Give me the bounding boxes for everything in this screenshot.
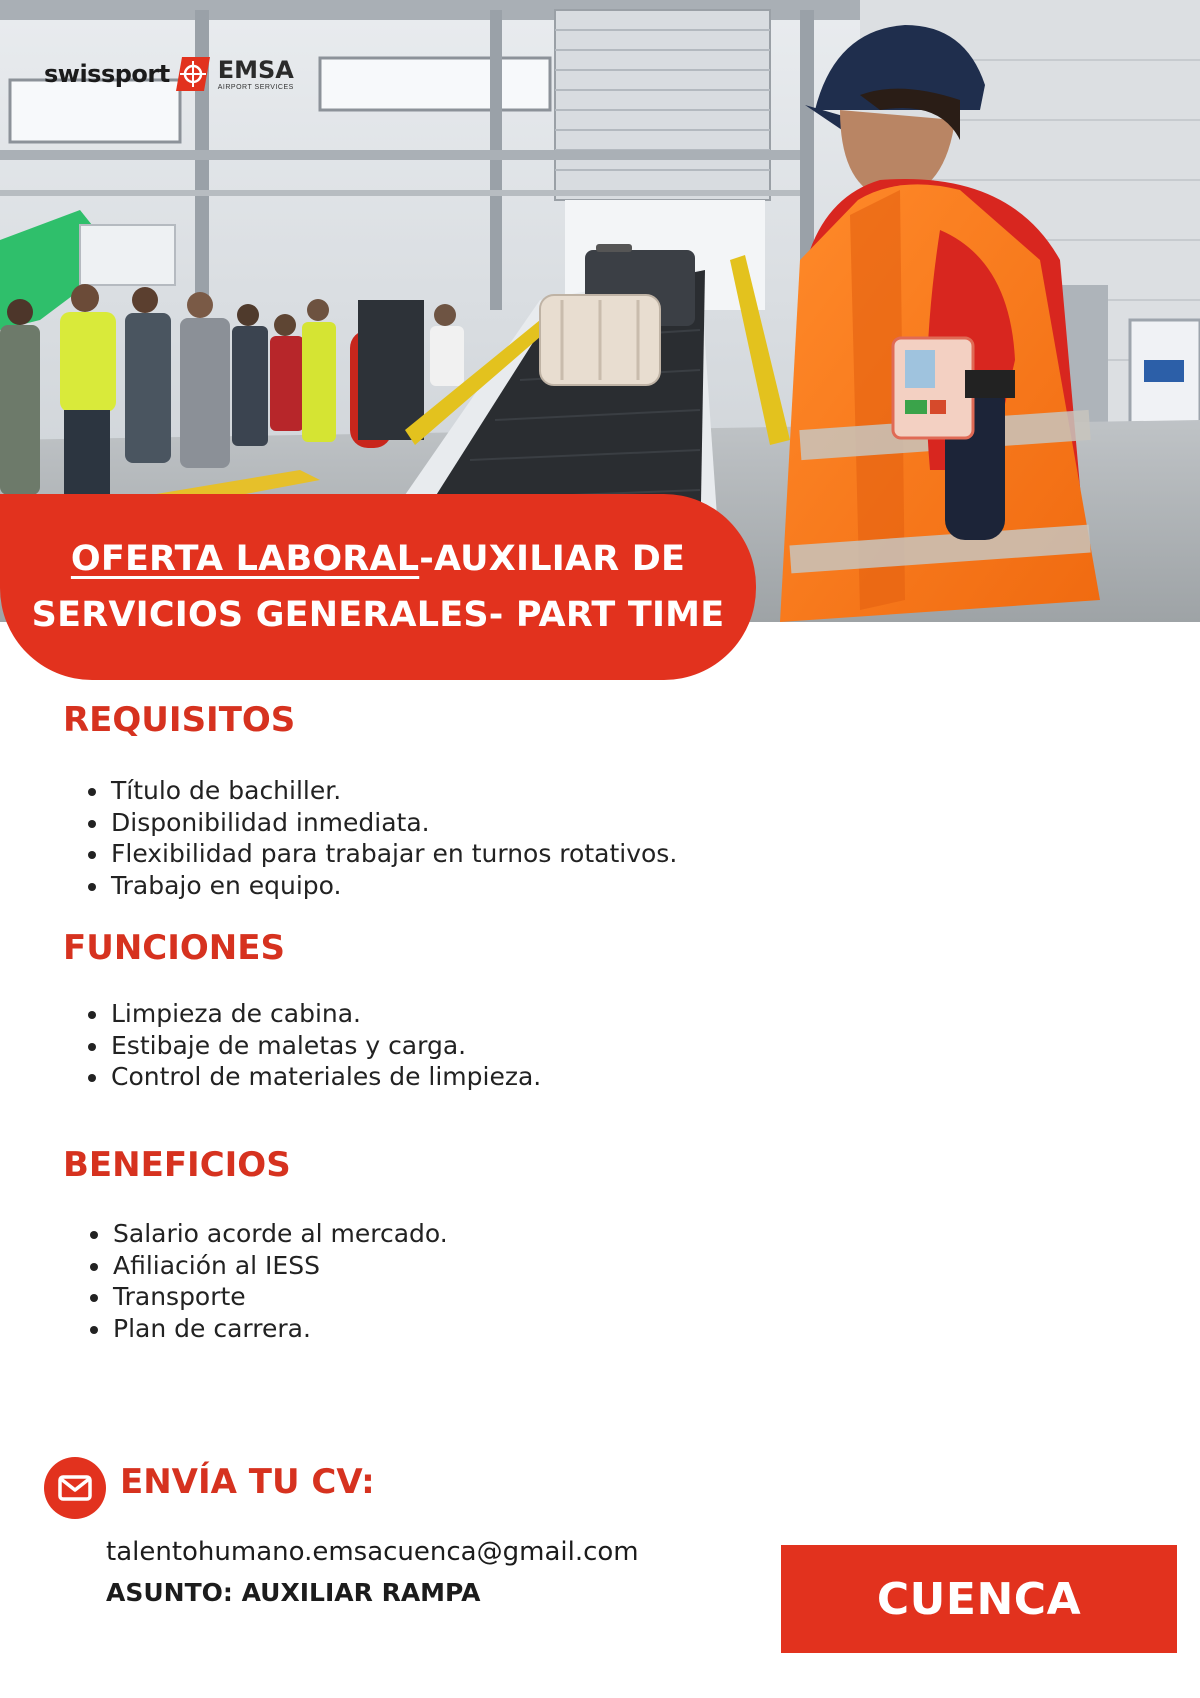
list-item: Limpieza de cabina. bbox=[84, 998, 541, 1030]
beneficios-heading: BENEFICIOS bbox=[63, 1145, 291, 1185]
logo-emsa bbox=[217, 55, 294, 91]
banner-line-1 bbox=[71, 531, 685, 587]
logo-emsa-subtitle: AIRPORT SERVICES bbox=[217, 83, 294, 91]
logo-swissport-text: swissport bbox=[44, 60, 170, 88]
requisitos-heading: REQUISITOS bbox=[63, 700, 296, 740]
mail-icon bbox=[44, 1457, 106, 1519]
list-item: Salario acorde al mercado. bbox=[86, 1218, 448, 1250]
city-label: CUENCA bbox=[781, 1545, 1177, 1653]
logo-emsa-text: EMSA bbox=[217, 55, 294, 84]
title-banner bbox=[0, 494, 756, 680]
funciones-list bbox=[84, 998, 541, 1093]
list-item: Control de materiales de limpieza. bbox=[84, 1061, 541, 1093]
banner-line-1-rest: -AUXILIAR DE bbox=[419, 539, 686, 579]
swissport-emblem-icon bbox=[174, 55, 212, 93]
list-item: Plan de carrera. bbox=[86, 1313, 448, 1345]
list-item: Flexibilidad para trabajar en turnos rotativos. bbox=[84, 838, 677, 870]
list-item: Afiliación al IESS bbox=[86, 1250, 448, 1282]
list-item: Estibaje de maletas y carga. bbox=[84, 1030, 541, 1062]
list-item: Transporte bbox=[86, 1281, 448, 1313]
funciones-heading: FUNCIONES bbox=[63, 928, 285, 968]
send-cv-heading: ENVÍA TU CV: bbox=[120, 1462, 375, 1502]
banner-line-2: SERVICIOS GENERALES- PART TIME bbox=[31, 595, 725, 635]
banner-underlined-text: OFERTA LABORAL bbox=[70, 539, 420, 579]
company-logo bbox=[44, 52, 294, 96]
list-item: Disponibilidad inmediata. bbox=[84, 807, 677, 839]
list-item: Título de bachiller. bbox=[84, 775, 677, 807]
requisitos-list bbox=[84, 775, 677, 901]
list-item: Trabajo en equipo. bbox=[84, 870, 677, 902]
email-subject: ASUNTO: AUXILIAR RAMPA bbox=[106, 1578, 481, 1607]
beneficios-list bbox=[86, 1218, 448, 1344]
contact-email[interactable]: talentohumano.emsacuenca@gmail.com bbox=[106, 1537, 639, 1567]
